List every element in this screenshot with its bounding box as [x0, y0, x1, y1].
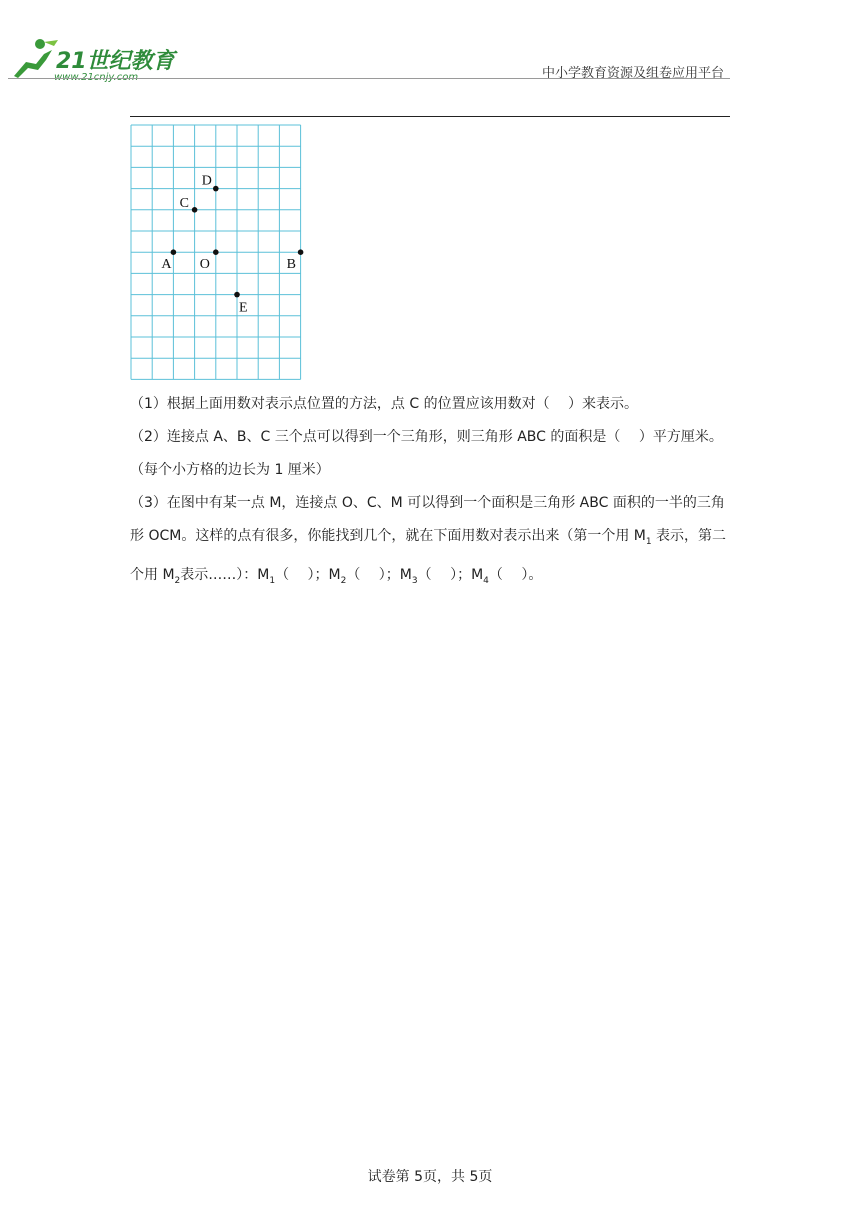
point-c [192, 207, 198, 213]
question-3-text: 表示，第二个用 M [130, 528, 727, 583]
point-label-a: A [161, 257, 172, 273]
question-3-text: 表示……）：M [180, 566, 270, 583]
answer-blank-m2: （ ）；M [346, 566, 412, 583]
subscript: 4 [483, 575, 489, 586]
answer-blank-m4: （ ）。 [488, 566, 543, 583]
point-d [213, 186, 219, 192]
point-label-c: C [179, 195, 189, 211]
point-a [171, 249, 177, 255]
subscript: 2 [174, 575, 181, 586]
answer-blank-m3: （ ）；M [417, 566, 484, 583]
question-1: （1）根据上面用数对表示点位置的方法，点 C 的位置应该用数对（ ）来表示。 [130, 396, 639, 412]
logo-text: 21世纪教育 [56, 49, 175, 74]
subscript: 3 [411, 575, 418, 586]
question-3 [130, 487, 730, 598]
content-divider [130, 116, 730, 117]
page-footer: 试卷第 5页，共 5页 [367, 1169, 493, 1185]
site-logo [4, 36, 184, 84]
point-b [298, 249, 304, 255]
point-o [213, 249, 219, 255]
point-label-e: E [239, 300, 248, 316]
point-label-d: D [201, 173, 212, 189]
answer-blank-m1: （ ）；M [275, 566, 341, 583]
subscript: 2 [340, 575, 347, 586]
logo-url: www.21cnjy.com [54, 72, 139, 83]
question-2: （2）连接点 A、B、C 三个点可以得到一个三角形，则三角形 ABC 的面积是（ ）平方厘米。（每个小方格的边长为 1 厘米） [130, 429, 723, 478]
coordinate-grid [128, 122, 304, 384]
header-divider [8, 78, 730, 79]
platform-title: 中小学教育资源及组卷应用平台 [542, 66, 725, 81]
point-label-o: O [199, 257, 210, 273]
subscript: 1 [269, 575, 276, 586]
subscript: 1 [645, 536, 652, 547]
runner-icon [14, 39, 58, 78]
point-label-b: B [286, 257, 296, 273]
question-3-text: （3）在图中有某一点 M，连接点 O、C、M 可以得到一个面积是三角形 ABC 面积的一半的三角形 OCM。这样的点有很多，你能找到几个，就在下面用数对表示出来（第一个用 M [130, 495, 725, 544]
point-e [234, 292, 240, 298]
